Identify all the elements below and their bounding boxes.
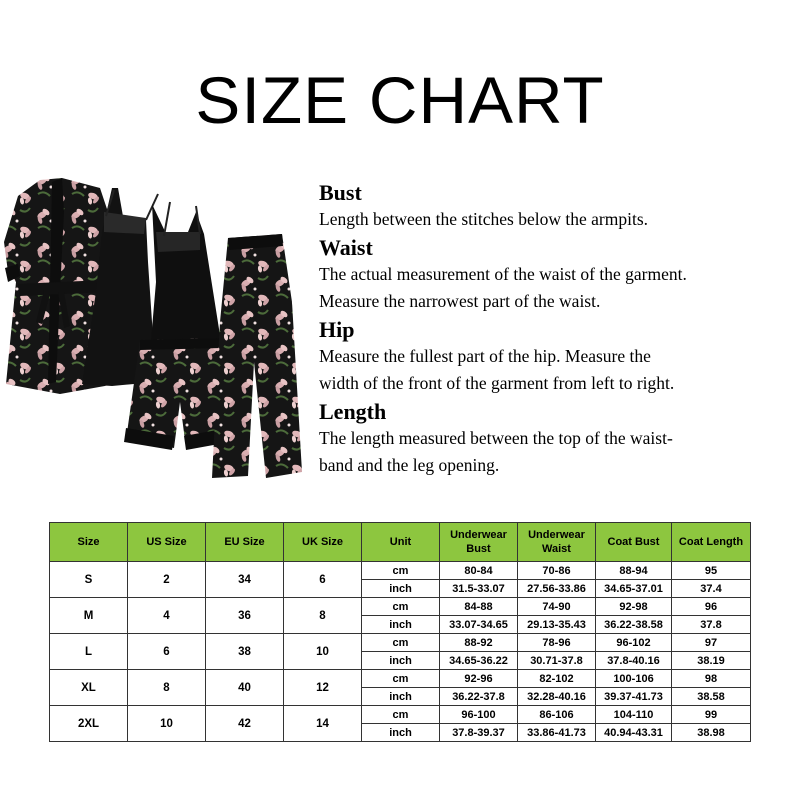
table-cell: 31.5-33.07 [440,580,518,598]
table-cell: 14 [284,706,362,742]
definition-hip [319,317,789,397]
table-cell: L [50,634,128,670]
table-row [50,562,751,580]
table-cell: 8 [128,670,206,706]
definition-text: Measure the narrowest part of the waist. [319,291,601,311]
table-cell: 37.8-40.16 [596,652,672,670]
header-cell: Coat Bust [596,523,672,562]
table-cell: 88-92 [440,634,518,652]
table-cell: 96 [672,598,751,616]
pajama-set-illustration [0,172,310,487]
table-cell: 36.22-38.58 [596,616,672,634]
definition-text: band and the leg opening. [319,455,500,475]
header-cell: Underwear Waist [518,523,596,562]
table-cell: 12 [284,670,362,706]
table-cell: inch [362,652,440,670]
table-cell: 34.65-37.01 [596,580,672,598]
table-cell: 36 [206,598,284,634]
definition-term: Hip [319,317,355,342]
table-cell: M [50,598,128,634]
table-cell: 38.98 [672,724,751,742]
table-cell: cm [362,598,440,616]
table-cell: 37.8 [672,616,751,634]
definition-term: Bust [319,180,362,205]
table-cell: inch [362,580,440,598]
table-cell: 8 [284,598,362,634]
size-table [49,522,751,742]
table-cell: 97 [672,634,751,652]
table-cell: 86-106 [518,706,596,724]
table-cell: 39.37-41.73 [596,688,672,706]
header-cell: US Size [128,523,206,562]
page-title: SIZE CHART [195,63,605,137]
table-cell: cm [362,562,440,580]
table-cell: 27.56-33.86 [518,580,596,598]
definition-text: The length measured between the top of the waist- [319,428,673,448]
table-cell: 82-102 [518,670,596,688]
table-cell: 42 [206,706,284,742]
table-cell: 96-102 [596,634,672,652]
table-row [50,706,751,724]
table-cell: 38.58 [672,688,751,706]
table-cell: XL [50,670,128,706]
table-cell: 4 [128,598,206,634]
header-cell: Size [50,523,128,562]
table-cell: 10 [284,634,362,670]
table-row [50,670,751,688]
definition-bust [319,180,789,233]
table-cell: 6 [284,562,362,598]
table-cell: 2XL [50,706,128,742]
table-cell: 29.13-35.43 [518,616,596,634]
definition-term: Length [319,399,387,424]
table-cell: 95 [672,562,751,580]
table-cell: inch [362,724,440,742]
table-cell: 40.94-43.31 [596,724,672,742]
table-row [50,598,751,616]
definition-length [319,399,789,479]
table-cell: inch [362,688,440,706]
table-cell: 38 [206,634,284,670]
table-cell: 34.65-36.22 [440,652,518,670]
table-cell: 33.07-34.65 [440,616,518,634]
header-cell: EU Size [206,523,284,562]
header-cell: Underwear Bust [440,523,518,562]
table-cell: 10 [128,706,206,742]
table-cell: 92-98 [596,598,672,616]
table-cell: 30.71-37.8 [518,652,596,670]
table-cell: 6 [128,634,206,670]
table-cell: 99 [672,706,751,724]
header-cell: Unit [362,523,440,562]
table-cell: 40 [206,670,284,706]
table-cell: 37.8-39.37 [440,724,518,742]
definition-text: The actual measurement of the waist of the garment. [319,264,687,284]
table-cell: 38.19 [672,652,751,670]
definition-term: Waist [319,235,373,260]
definition-text: Length between the stitches below the armpits. [319,209,649,229]
table-cell: 98 [672,670,751,688]
table-cell: 32.28-40.16 [518,688,596,706]
table-cell: 78-96 [518,634,596,652]
table-row [50,634,751,652]
table-cell: 74-90 [518,598,596,616]
header-cell: UK Size [284,523,362,562]
definition-text: width of the front of the garment from left to right. [319,373,675,393]
table-cell: 70-86 [518,562,596,580]
table-cell: 34 [206,562,284,598]
table-cell: 37.4 [672,580,751,598]
table-cell: 96-100 [440,706,518,724]
table-header-row [50,523,751,562]
measurement-definitions [319,178,789,479]
table-cell: 36.22-37.8 [440,688,518,706]
table-cell: cm [362,634,440,652]
definition-text: Measure the fullest part of the hip. Measure the [319,346,651,366]
table-cell: 80-84 [440,562,518,580]
table-cell: inch [362,616,440,634]
table-cell: S [50,562,128,598]
table-cell: 92-96 [440,670,518,688]
table-cell: 104-110 [596,706,672,724]
table-cell: cm [362,706,440,724]
table-cell: 100-106 [596,670,672,688]
table-cell: 88-94 [596,562,672,580]
table-cell: 33.86-41.73 [518,724,596,742]
table-cell: cm [362,670,440,688]
table-cell: 2 [128,562,206,598]
table-cell: 84-88 [440,598,518,616]
definition-waist [319,235,789,315]
header-cell: Coat Length [672,523,751,562]
garment-drawing [0,172,310,487]
